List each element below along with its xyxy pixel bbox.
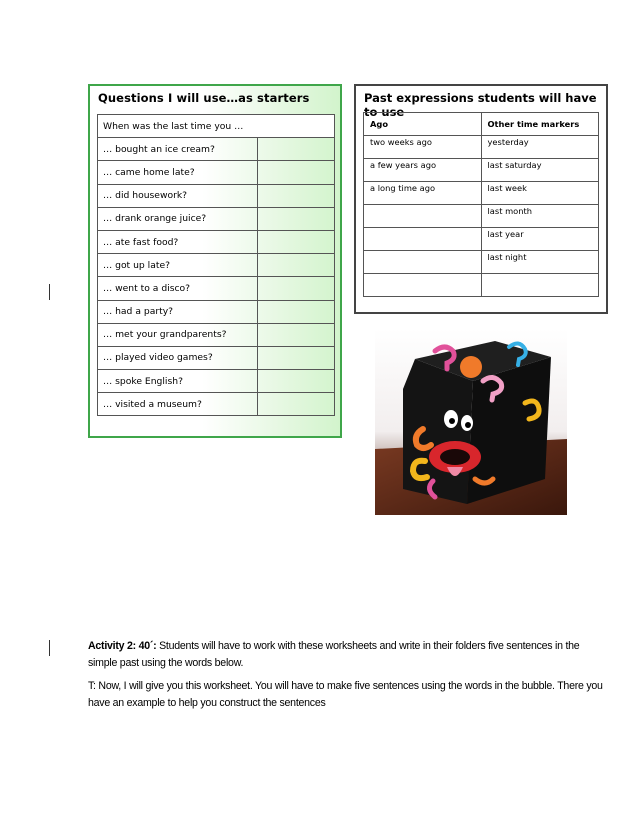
question-cell: … ate fast food? [98,230,258,253]
table-row [364,182,599,205]
table-row [364,274,599,297]
ago-cell [364,251,482,274]
table-row [98,230,335,253]
activity-label: Activity 2: 40´: [88,640,157,652]
activity-paragraph-2: T: Now, I will give you this worksheet. You will have to make five sentences using the words in the bubble. There you have an example to help you construct the sentences [88,680,603,709]
answer-cell [258,370,335,393]
answer-cell [258,300,335,323]
ago-cell: a long time ago [364,182,482,205]
table-row [98,346,335,369]
answer-cell [258,277,335,300]
other-marker-cell [481,274,599,297]
ago-cell [364,274,482,297]
activity-section [88,638,608,718]
questions-header-row [98,115,335,138]
question-cell: … had a party? [98,300,258,323]
table-row [98,300,335,323]
other-marker-cell: last night [481,251,599,274]
other-markers-column-header: Other time markers [481,113,599,136]
other-marker-cell: last year [481,228,599,251]
answer-cell [258,393,335,416]
table-row [98,323,335,346]
answer-cell [258,161,335,184]
ago-cell [364,205,482,228]
answer-cell [258,138,335,161]
text-cursor-mark-top [49,284,50,300]
other-marker-cell: last saturday [481,159,599,182]
question-box-photo [375,329,567,515]
past-expressions-box [354,84,608,314]
activity-paragraph-1 [88,638,608,672]
question-cell: … bought an ice cream? [98,138,258,161]
question-cell: … visited a museum? [98,393,258,416]
question-cell: … got up late? [98,254,258,277]
table-row [98,254,335,277]
questions-table [97,114,335,416]
table-row [98,277,335,300]
question-cell: … came home late? [98,161,258,184]
table-row [98,184,335,207]
table-row [364,136,599,159]
questions-heading: Questions I will use…as starters [98,91,310,105]
table-row [98,161,335,184]
answer-cell [258,254,335,277]
ago-column-header: Ago [364,113,482,136]
question-cell: … went to a disco? [98,277,258,300]
past-expressions-header-row [364,113,599,136]
table-row [98,207,335,230]
table-row [98,370,335,393]
other-marker-cell: last month [481,205,599,228]
answer-cell [258,207,335,230]
table-row [98,393,335,416]
past-expressions-heading: Past expressions students will have to use [364,91,597,119]
table-row [98,138,335,161]
activity-instructions: Students will have to work with these worksheets and write in their folders five sentences in the simple past using the words below. [88,640,580,669]
past-expressions-table [363,112,599,297]
question-cell: … spoke English? [98,370,258,393]
questions-header-cell: When was the last time you … [98,115,335,138]
answer-cell [258,230,335,253]
text-cursor-mark-bottom [49,640,50,656]
questions-box [88,84,342,438]
other-marker-cell: yesterday [481,136,599,159]
table-row [364,205,599,228]
question-cell: … met your grandparents? [98,323,258,346]
answer-cell [258,323,335,346]
table-row [364,228,599,251]
question-cell: … drank orange juice? [98,207,258,230]
ago-cell [364,228,482,251]
question-cell: … played video games? [98,346,258,369]
box-left-face [403,359,473,504]
table-row [364,251,599,274]
answer-cell [258,184,335,207]
answer-cell [258,346,335,369]
table-row [364,159,599,182]
ago-cell: a few years ago [364,159,482,182]
ago-cell: two weeks ago [364,136,482,159]
other-marker-cell: last week [481,182,599,205]
question-cell: … did housework? [98,184,258,207]
